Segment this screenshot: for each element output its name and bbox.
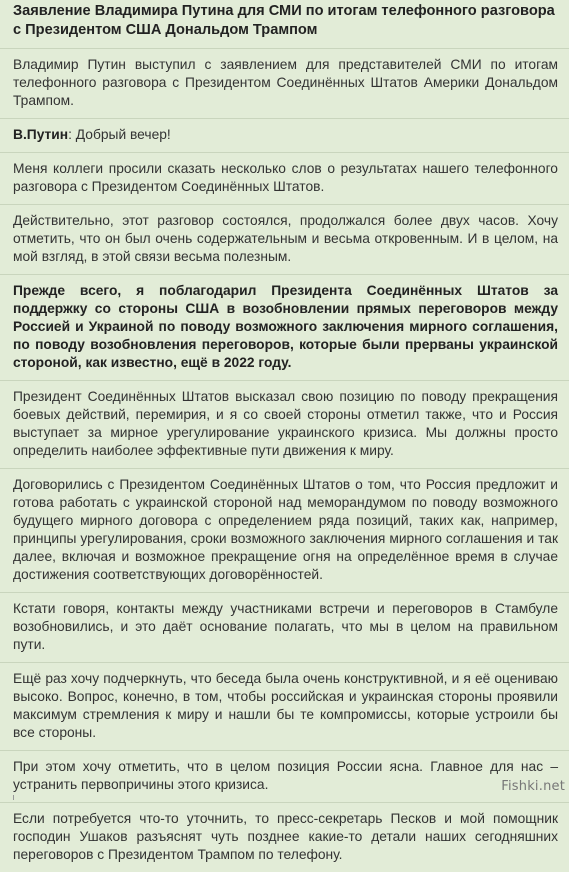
paragraph-text: Кстати говоря, контакты между участниками встречи и переговоров в Стамбуле возобновились, и это даёт основание полагать, что мы в целом на правильном пути. (13, 601, 558, 652)
article-title: Заявление Владимира Путина для СМИ по итогам телефонного разговора с Президентом США Дональдом Трампом (13, 3, 555, 38)
intro-text: Владимир Путин выступил с заявлением для представителей СМИ по итогам телефонного разговора с Президентом Соединённых Штатов Америки Дональдом Трампом. (13, 57, 558, 108)
greeting-text: : Добрый вечер! (68, 127, 171, 142)
paragraph-9 (0, 803, 569, 872)
paragraph-7 (0, 663, 569, 751)
paragraph-text: Меня коллеги просили сказать несколько слов о результатах нашего телефонного разговора с Президентом Соединённых Штатов. (13, 161, 558, 194)
paragraph-text: Действительно, этот разговор состоялся, продолжался более двух часов. Хочу отметить, что он был очень содержательным и весьма откровенным. И в целом, на мой взгляд, в этой связи весьма полезным. (13, 213, 558, 264)
edge-mark (13, 795, 14, 800)
paragraph-text: Договорились с Президентом Соединённых Штатов о том, что Россия предложит и готова работать с украинской стороной над меморандумом по поводу возможного будущего мирного договора с определением ряда позиций, таких как, например, принципы урегулирования, сроки возможного заключения мирного соглашения и так далее, включая и возможное прекращение огня на определённое время в случае достижения соответствующих договорённостей. (13, 477, 558, 582)
paragraph-text: Если потребуется что-то уточнить, то пресс-секретарь Песков и мой помощник господин Ушаков разъяснят чуть позднее какие-то детали наших сегодняшних переговоров с Президентом Трампом по телефону. (13, 811, 558, 862)
paragraph-intro (0, 49, 569, 119)
paragraph-5 (0, 469, 569, 593)
speaker-name: В.Путин (13, 127, 69, 142)
watermark-logo: Fishki.net (501, 779, 565, 794)
greeting-line (13, 126, 558, 144)
paragraph-2 (0, 205, 569, 275)
paragraph-1 (0, 153, 569, 205)
paragraph-greeting (0, 119, 569, 153)
paragraph-text-bold: Прежде всего, я поблагодарил Президента Соединённых Штатов за поддержку со стороны США в возобновлении прямых переговоров между Россией и Украиной по поводу возможного заключения мирного соглашения, по поводу возобновления переговоров, которые были прерваны украинской стороной, как известно, ещё в 2022 году. (13, 283, 558, 370)
paragraph-text: Ещё раз хочу подчеркнуть, что беседа была очень конструктивной, и я её оцениваю высоко. Вопрос, конечно, в том, чтобы российская и украинская стороны проявили максимум стремления к миру и нашли бы те компромиссы, которые устроили бы все стороны. (13, 671, 558, 740)
paragraph-6 (0, 593, 569, 663)
paragraph-text: При этом хочу отметить, что в целом позиция России ясна. Главное для нас – устранить первопричины этого кризиса. (13, 759, 558, 792)
paragraph-8 (0, 751, 569, 803)
paragraph-4 (0, 381, 569, 469)
paragraph-3-bold (0, 275, 569, 381)
paragraph-text: Президент Соединённых Штатов высказал свою позицию по поводу прекращения боевых действий, перемирия, и я со своей стороны отметил также, что и Россия выступает за мирное урегулирование украинского кризиса. Мы должны просто определить наиболее эффективные пути движения к миру. (13, 389, 558, 458)
